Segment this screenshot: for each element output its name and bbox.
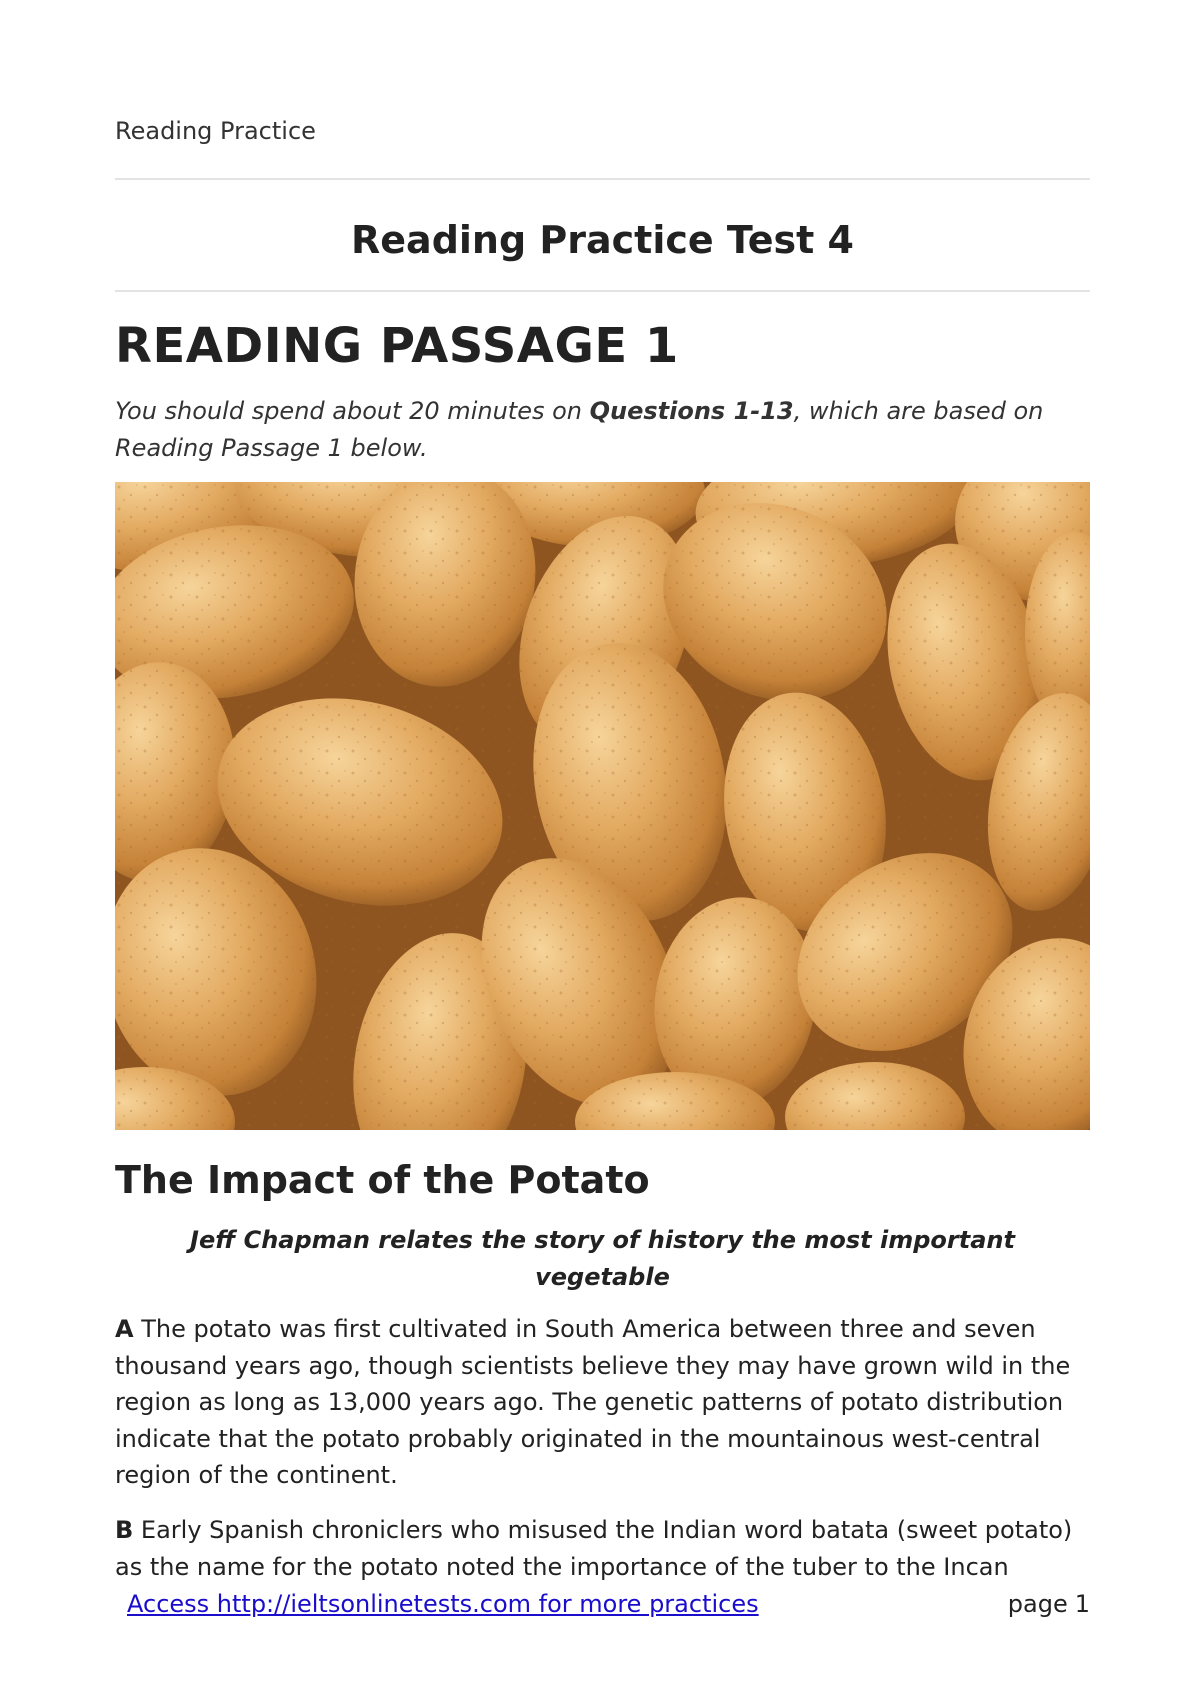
passage-heading: READING PASSAGE 1: [115, 318, 679, 374]
title-divider: [115, 290, 1090, 292]
paragraph-b-letter: B: [115, 1516, 134, 1544]
page-word: page: [1007, 1590, 1068, 1618]
paragraph-b: [115, 1512, 1090, 1585]
footer-practice-link[interactable]: Access http://ieltsonlinetests.com for more practices: [127, 1590, 759, 1618]
instructions-before: You should spend about 20 minutes on: [115, 397, 590, 425]
header-divider: [115, 178, 1090, 180]
article-subtitle: Jeff Chapman relates the story of history the most important vegetable: [190, 1226, 1015, 1291]
paragraph-a: [115, 1311, 1090, 1494]
paragraph-a-letter: A: [115, 1315, 134, 1343]
running-header: Reading Practice: [115, 117, 316, 145]
instructions-questions: Questions 1-13: [589, 397, 794, 425]
paragraph-a-text: The potato was first cultivated in South America between three and seven thousand years ago, though scientists believe they may have grown wild in the region as long as 13,000 years ago. The genetic patterns of potato distribution indicate that the potato probably originated in the mountainous west-central region of the continent.: [115, 1315, 1071, 1489]
instructions-after: , which are based on Reading Passage 1 below.: [115, 397, 1044, 462]
article-title: The Impact of the Potato: [115, 1158, 650, 1202]
potatoes-photo: [115, 482, 1090, 1130]
page-number-value: 1: [1074, 1590, 1090, 1618]
test-title: Reading Practice Test 4: [351, 218, 854, 262]
document-page: [115, 0, 1090, 1698]
instructions: [115, 393, 1090, 467]
page-number: [1008, 1590, 1090, 1618]
paragraph-b-text: Early Spanish chroniclers who misused the Indian word batata (sweet potato) as the name for the potato noted the importance of the tuber to the Incan: [115, 1516, 1073, 1581]
